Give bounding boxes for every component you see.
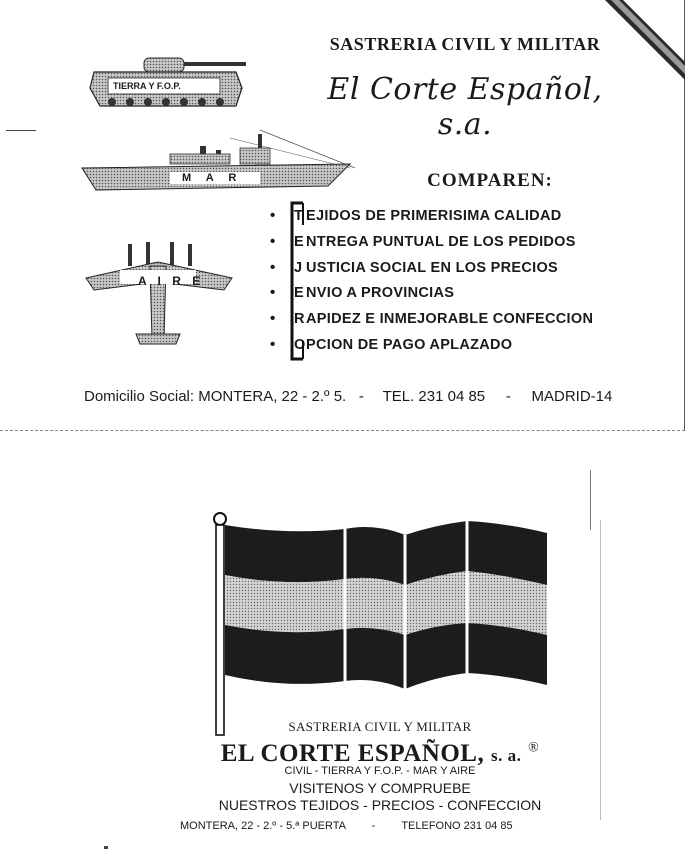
feature-item [270,307,630,333]
top-card [0,0,685,431]
brand-main: EL CORTE ESPAÑOL, [220,740,485,767]
compare-heading: COMPAREN: [427,170,553,191]
street: MONTERA, 22 - 2.º - 5.ª PUERTA [180,820,346,832]
acrostic-letter: R [294,311,305,328]
acrostic-letter: O [294,336,306,353]
airplane-icon [84,238,234,350]
bullet: • [270,284,276,302]
feature-item [270,256,630,282]
brand-name-bottom [200,740,560,768]
address-line-bottom [180,820,600,832]
bullet: • [270,232,276,250]
tailor-title-bottom: SASTRERIA CIVIL Y MILITAR [288,719,472,734]
bullet: • [270,207,276,224]
phone-bottom: TELEFONO 231 04 85 [401,820,513,832]
tank-icon [86,48,256,112]
offer-line: NUESTROS TEJIDOS - PRECIOS - CONFECCION [218,797,542,813]
ship-label: M A R [182,172,243,184]
acrostic-letter: E [294,233,304,250]
scan-mark [600,520,601,820]
brand-name: El Corte Español, s.a. [327,72,603,142]
flag-icon [205,505,590,745]
feature-text: NTREGA PUNTUAL DE LOS PEDIDOS [306,233,576,250]
separator: - [505,388,511,405]
scan-mark [590,470,591,530]
services-line: CIVIL - TIERRA Y F.O.P. - MAR Y AIRE [284,765,476,777]
acrostic-letter: T [294,208,304,224]
address-line [84,388,654,405]
feature-text: EJIDOS DE PRIMERISIMA CALIDAD [306,208,562,224]
acrostic-letter: E [294,285,304,302]
feature-item [270,281,630,307]
feature-text: PCION DE PAGO APLAZADO [306,336,513,353]
tank-label: TIERRA Y F.O.P. [113,81,181,91]
separator: - [371,820,376,832]
warship-icon [80,128,360,194]
feature-item [270,204,630,230]
scan-mark [104,846,108,849]
phone: TEL. 231 04 85 [382,388,486,405]
bullet: • [270,310,276,328]
bullet: • [270,258,276,276]
tailor-title: SASTRERIA CIVIL Y MILITAR [329,34,601,54]
city: MADRID-14 [531,388,613,405]
separator: - [358,388,364,405]
brand-suffix: s. a. [490,746,522,765]
registered-mark: ® [528,740,540,756]
feature-list [270,204,630,359]
bullet: • [270,335,276,353]
feature-text: NVIO A PROVINCIAS [306,285,455,302]
acrostic-bracket [289,201,305,361]
feature-item [270,333,630,359]
visit-line: VISITENOS Y COMPRUEBE [289,780,471,796]
domicile: Domicilio Social: MONTERA, 22 - 2.º 5. [84,388,347,405]
feature-text: APIDEZ E INMEJORABLE CONFECCION [306,311,594,328]
feature-text: USTICIA SOCIAL EN LOS PRECIOS [306,259,559,276]
plane-label: A I R E [138,274,205,288]
acrostic-letter: J [294,259,303,276]
feature-item [270,230,630,256]
scan-mark [6,130,36,131]
